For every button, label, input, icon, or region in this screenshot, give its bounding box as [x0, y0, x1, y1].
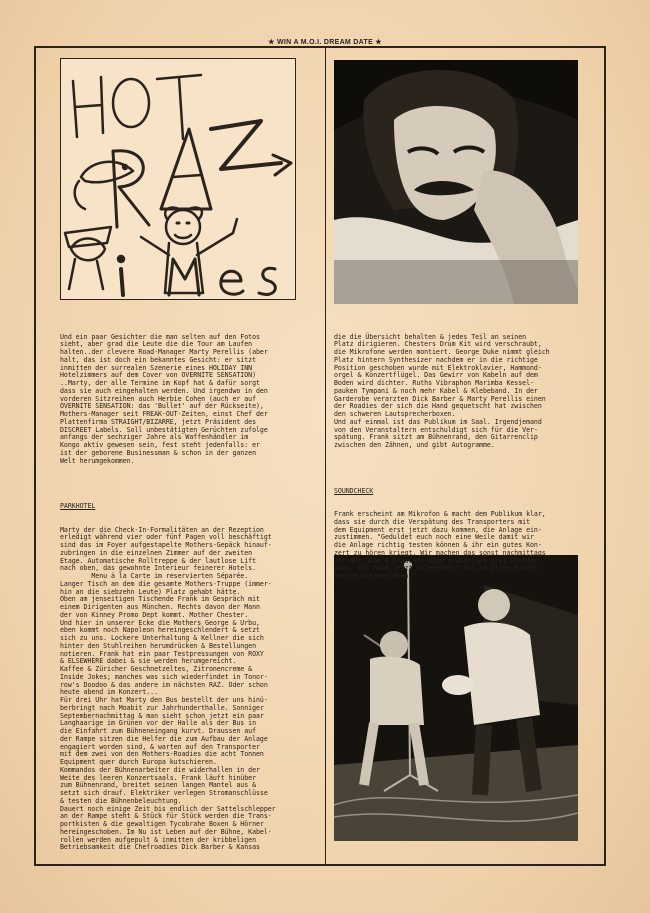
banner: ★ WIN A M.O.I. DREAM DATE ★: [268, 39, 382, 46]
portrait-photo: [334, 60, 578, 304]
parkhotel-heading: PARKHOTEL: [60, 502, 96, 511]
column-divider: [325, 46, 326, 866]
soundcheck-heading: SOUNDCHECK: [334, 486, 374, 495]
right-text-column: [334, 318, 582, 596]
paragraph-gap: [334, 465, 582, 472]
soundcheck-paragraph: Frank erscheint am Mikrofon & macht dem Publikum klar, dass sie durch die Verspätung des Transporters mit dem Equipment erst jetzt dazu kommen, die Anlage ein- zustimmen. "Geduldet euch noch eine Weile damit wir die Anlage richtig testen können & ihr ein gutes Kon- zert zu hören kriegt. Wir machen das sonst nachmittags vor der Show & brauchen dann gewöhnlich drei Stunden dazu. Ihr habt jetzt Gelegenheit das in allen Einzel- heiten mitzuerleben.": [334, 510, 546, 580]
portrait-illustration: [334, 60, 578, 304]
hot-raz-times-logo: [60, 58, 296, 300]
soundcheck-photo: [334, 555, 578, 841]
soundcheck-illustration: [334, 555, 578, 841]
logo-illustration: [61, 59, 296, 300]
left-text-column: [60, 318, 322, 868]
continuation-paragraph: die die Übersicht behalten & jedes Teil an seinen Platz dirigieren. Chesters Drum Kit wird verschraubt, die Mikrofone werden montiert. George Duke nimmt gleich Platz hintern Synthesizer nachdem er in die richtige Position geschoben wurde mit Elektroklavier, Hammond- orgel & Konzertflügel. Das Gewirr von Kabeln auf dem Boden wird dichter. Ruths Vibraphon Marimba Kessel- pauken Tympani & noch mehr Kabel & Klebeband. In der Garderobe verarzten Dick Barber & Marty Perellis einen der Roadies der sich die Hand gequetscht hat zwischen den schweren Lautsprecherboxen. Und auf einmal ist das Publikum im Saal. Irgendjemand von den Veranstaltern entschuldigt sich für die Ver- spätung. Frank sitzt am Bühnenrand, den Gitarrenclip zwischen den Zähnen, und gibt Autogramme.: [334, 332, 550, 449]
parkhotel-paragraph: Marty der die Check-In-Formalitäten an der Rezeption erledigt während vier oder fünf Pagen voll beschäftigt sind das im Foyer aufgestapelte Mothers-Gepäck hinauf- zubringen in die einzelnen Zimmer auf der zweiten Etage. Automatische Rolltreppe & der lautlose Lift nach oben, das gewohnte Interieur feinerer Hotels. Menu à la Carte im reservierten Séparée. Langer Tisch an dem die gesamte Mothers-Truppe (immer- hin an die siebzehn Leute) Platz gehabt hätte. Oben am jenseitigen Tischende Frank im Gespräch mit einem Dirigenten aus München. Rechts davon der Mann der von Kinney Promo Dept kommt. Mother Chester. Und hier in unserer Ecke die Mothers George & Urbu, eben kommt noch Napoleon hereingeschlendert & setzt sich zu uns. Lockere Unterhaltung & Kellner die sich hinter den Stuhlreihen herumdrücken & Bestellungen notieren. Frank hat ein paar Testpressungen von ROXY & ELSEWHERE dabei & sie werden herumgereicht. Kaffee & Züricher Geschnetzeltes, Zitronencreme & Inside Jokes; manches was sich wiederfindet in Tonor- row's Doodoo & das andere im nächsten RAZ. Oder schon heute abend im Konzert... Für drei Uhr hat Marty den Bus bestellt der uns hinü- berbringt nach Moabit zur Jahrhunderthalle. Sonniger Septembernachmittag & man sieht schon jetzt ein paar Langhaarige im Grünen vor der Halle als der Bus in die Einfahrt zum Bühneneingang kurvt. Draussen auf der Rampe sitzen die Helfer die zum Aufbau der Anlage engagiert worden sind, & warten auf den Transporter mit dem zwei von den Mothers-Roadies die acht Tonnen Equipment quer durch Europa kutschieren. Kommandos der Bühnenarbeiter die widerhallen in der Weite des leeren Konzertsaals. Frank läuft hinüber zum Bühnenrand, breitet seinen langen Mantel aus & setzt sich drauf. Elektriker verlegen Stromanschlüsse & testen die Bühnenbeleuchtung. Dauert noch einige Zeit bis endlich der Sattelschlepper an der Rampe steht & Stück für Stück werden die Trans- portkisten & die gewaltigen Tycobrahe Boxen & Hörner hereingeschoben. Im Nu ist Leben auf der Bühne, Kabel- rollen werden aufgepult & inmitten der kribbeligen Betriebsamkeit die Chefroadies Dick Barber & Kansas: [60, 525, 276, 852]
paragraph-gap: [60, 481, 322, 488]
intro-paragraph: Und ein paar Gesichter die man selten auf den Fotos sieht, aber grad die Leute die die Tour am Laufen halten..der clevere Road-Manager Marty Perellis (aber halt, das ist doch ein bekanntes Gesicht: er sitzt inmitten der surrealen Szenerie eines HOLIDAY INN Hotelzimmers auf dem Cover von OVERNITE SENSATION) ..Marty, der alle Termine im Kopf hat & dafür sorgt dass sie auch eingehalten werden. Und irgendwo in den vorderen Sitzreihen auch Herbie Cohen (auch er auf OVERNITE SENSATION: das 'Bullet' auf der Rückseite), Mothers-Manager seit FREAK-OUT-Zeiten, einst Chef der Plattenfirma STRAIGHT/BIZARRE, jetzt Präsident des DISCREET Labels. Soll unbestätigten Gerüchten zufolge anfangs der sechziger Jahre als Waffenhändler im Kongo aktiv gewesen sein, fest steht jedenfalls: er ist der geborene Businessman & schon in der ganzen Welt herumgekommen.: [60, 332, 268, 465]
